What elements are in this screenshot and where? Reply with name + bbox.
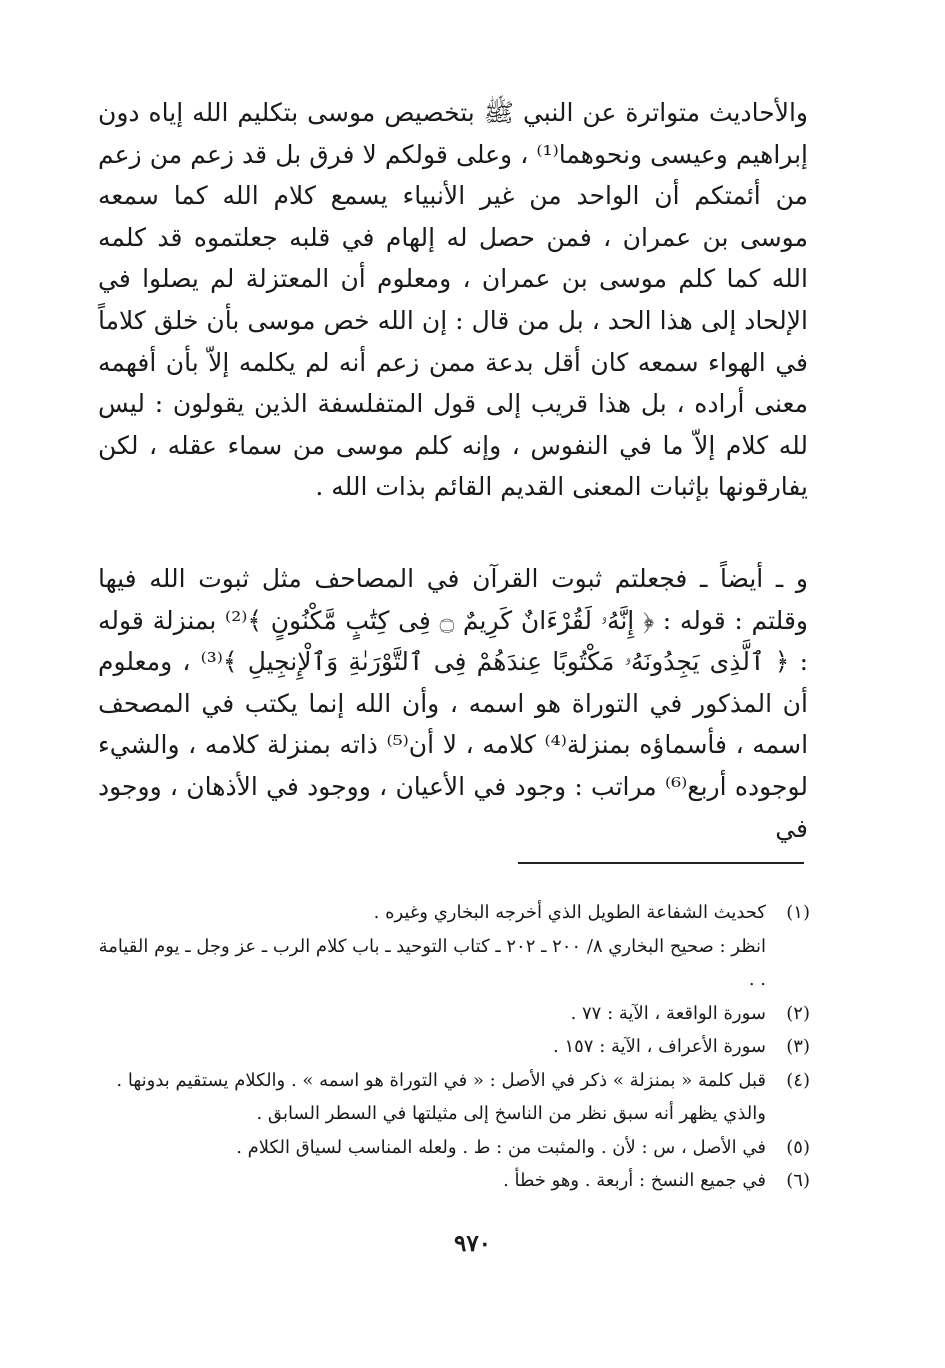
footnote-number: (٦): [786, 1170, 810, 1191]
footnote-item: [98, 1064, 810, 1131]
footnote-text: سورة الأعراف ، الآية : ١٥٧ .: [553, 1036, 766, 1057]
paragraph-2: و ـ أيضاً ـ فجعلتم ثبوت القرآن في المصاحف مثل ثبوت الله فيها وقلتم : قوله : ﴿ إِنَّهُۥ لَقُرْءَانٌ كَرِيمٌ ۝ فِى كِتَٰبٍ مَّكْنُونٍ ﴾⁽²⁾ بمنزلة قوله : ﴿ ٱلَّذِى يَجِدُونَهُۥ مَكْتُوبًا عِندَهُمْ فِى ٱلتَّوْرَىٰةِ وَٱلْإِنجِيلِ ﴾⁽³⁾ ، ومعلوم أن المذكور في التوراة هو اسمه ، وأن الله إنما يكتب في المصحف اسمه ، فأسماؤه بمنزلة⁽⁴⁾ كلامه ، لا أن⁽⁵⁾ ذاته بمنزلة كلامه ، والشيء لوجوده أربع⁽⁶⁾ مراتب : وجود في الأعيان ، ووجود في الأذهان ، ووجود في: [98, 563, 809, 843]
footnote-item: [98, 1030, 810, 1064]
footnote-text: كحديث الشفاعة الطويل الذي أخرجه البخاري وغيره .: [373, 902, 766, 923]
footnote-divider: [518, 862, 804, 864]
footnote-number: (٣): [786, 1036, 810, 1057]
footnote-number: (٥): [786, 1136, 810, 1158]
footnote-text: انظر : صحيح البخاري ٨/ ٢٠٠ ـ ٢٠٢ ـ كتاب التوحيد ـ باب كلام الرب ـ عز وجل ـ يوم القيامة . .: [98, 935, 766, 990]
page-number: ٩٧٠: [453, 1230, 492, 1257]
footnote-item: [98, 896, 810, 930]
footnote-number: [766, 930, 810, 997]
footnote-number: (١): [786, 902, 810, 923]
main-text: [98, 92, 808, 849]
footnote-text: في الأصل ، س : لأن . والمثبت من : ط . ولعله المناسب لسياق الكلام .: [236, 1136, 766, 1158]
footnote-number: (٤): [786, 1069, 810, 1091]
footnote-text: في جميع النسخ : أربعة . وهو خطأ .: [503, 1170, 766, 1191]
footnote-text: قبل كلمة « بمنزلة » ذكر في الأصل : « في التوراة هو اسمه » . والكلام يستقيم بدونها . والذي يظهر أنه سبق نظر من الناسخ إلى مثيلتها في السطر السابق .: [116, 1069, 766, 1124]
footnote-item: [98, 997, 810, 1031]
paragraph-1: والأحاديث متواترة عن النبي ﷺ بتخصيص موسى بتكليم الله إياه دون إبراهيم وعيسى ونحوهما⁽¹⁾ ، وعلى قولكم لا فرق بل قد زعم من زعم من أئمتكم أن الواحد من غير الأنبياء يسمع كلام الله كما سمعه موسى بن عمران ، فمن حصل له إلهام في قلبه جعلتموه قد كلمه الله كما كلم موسى بن عمران ، ومعلوم أن المعتزلة لم يصلوا في الإلحاد إلى هذا الحد ، بل من قال : إن الله خص موسى بأن خلق كلاماً في الهواء سمعه كان أقل بدعة ممن زعم أنه لم يكلمه إلاّ بأن أفهمه معنى أراده ، بل هذا قريب إلى قول المتفلسفة الذين يقولون : ليس لله كلام إلاّ ما في النفوس ، وإنه كلم موسى من سماء عقله ، لكن يفارقونها بإثبات المعنى القديم القائم بذات الله .: [98, 98, 808, 502]
footnote-number: (٢): [786, 1002, 810, 1024]
footnotes: [98, 896, 810, 1198]
footnote-item: [98, 930, 810, 997]
footnote-item: [98, 1164, 810, 1198]
footnote-item: [98, 1131, 810, 1165]
footnote-text: سورة الواقعة ، الآية : ٧٧ .: [570, 1002, 766, 1024]
